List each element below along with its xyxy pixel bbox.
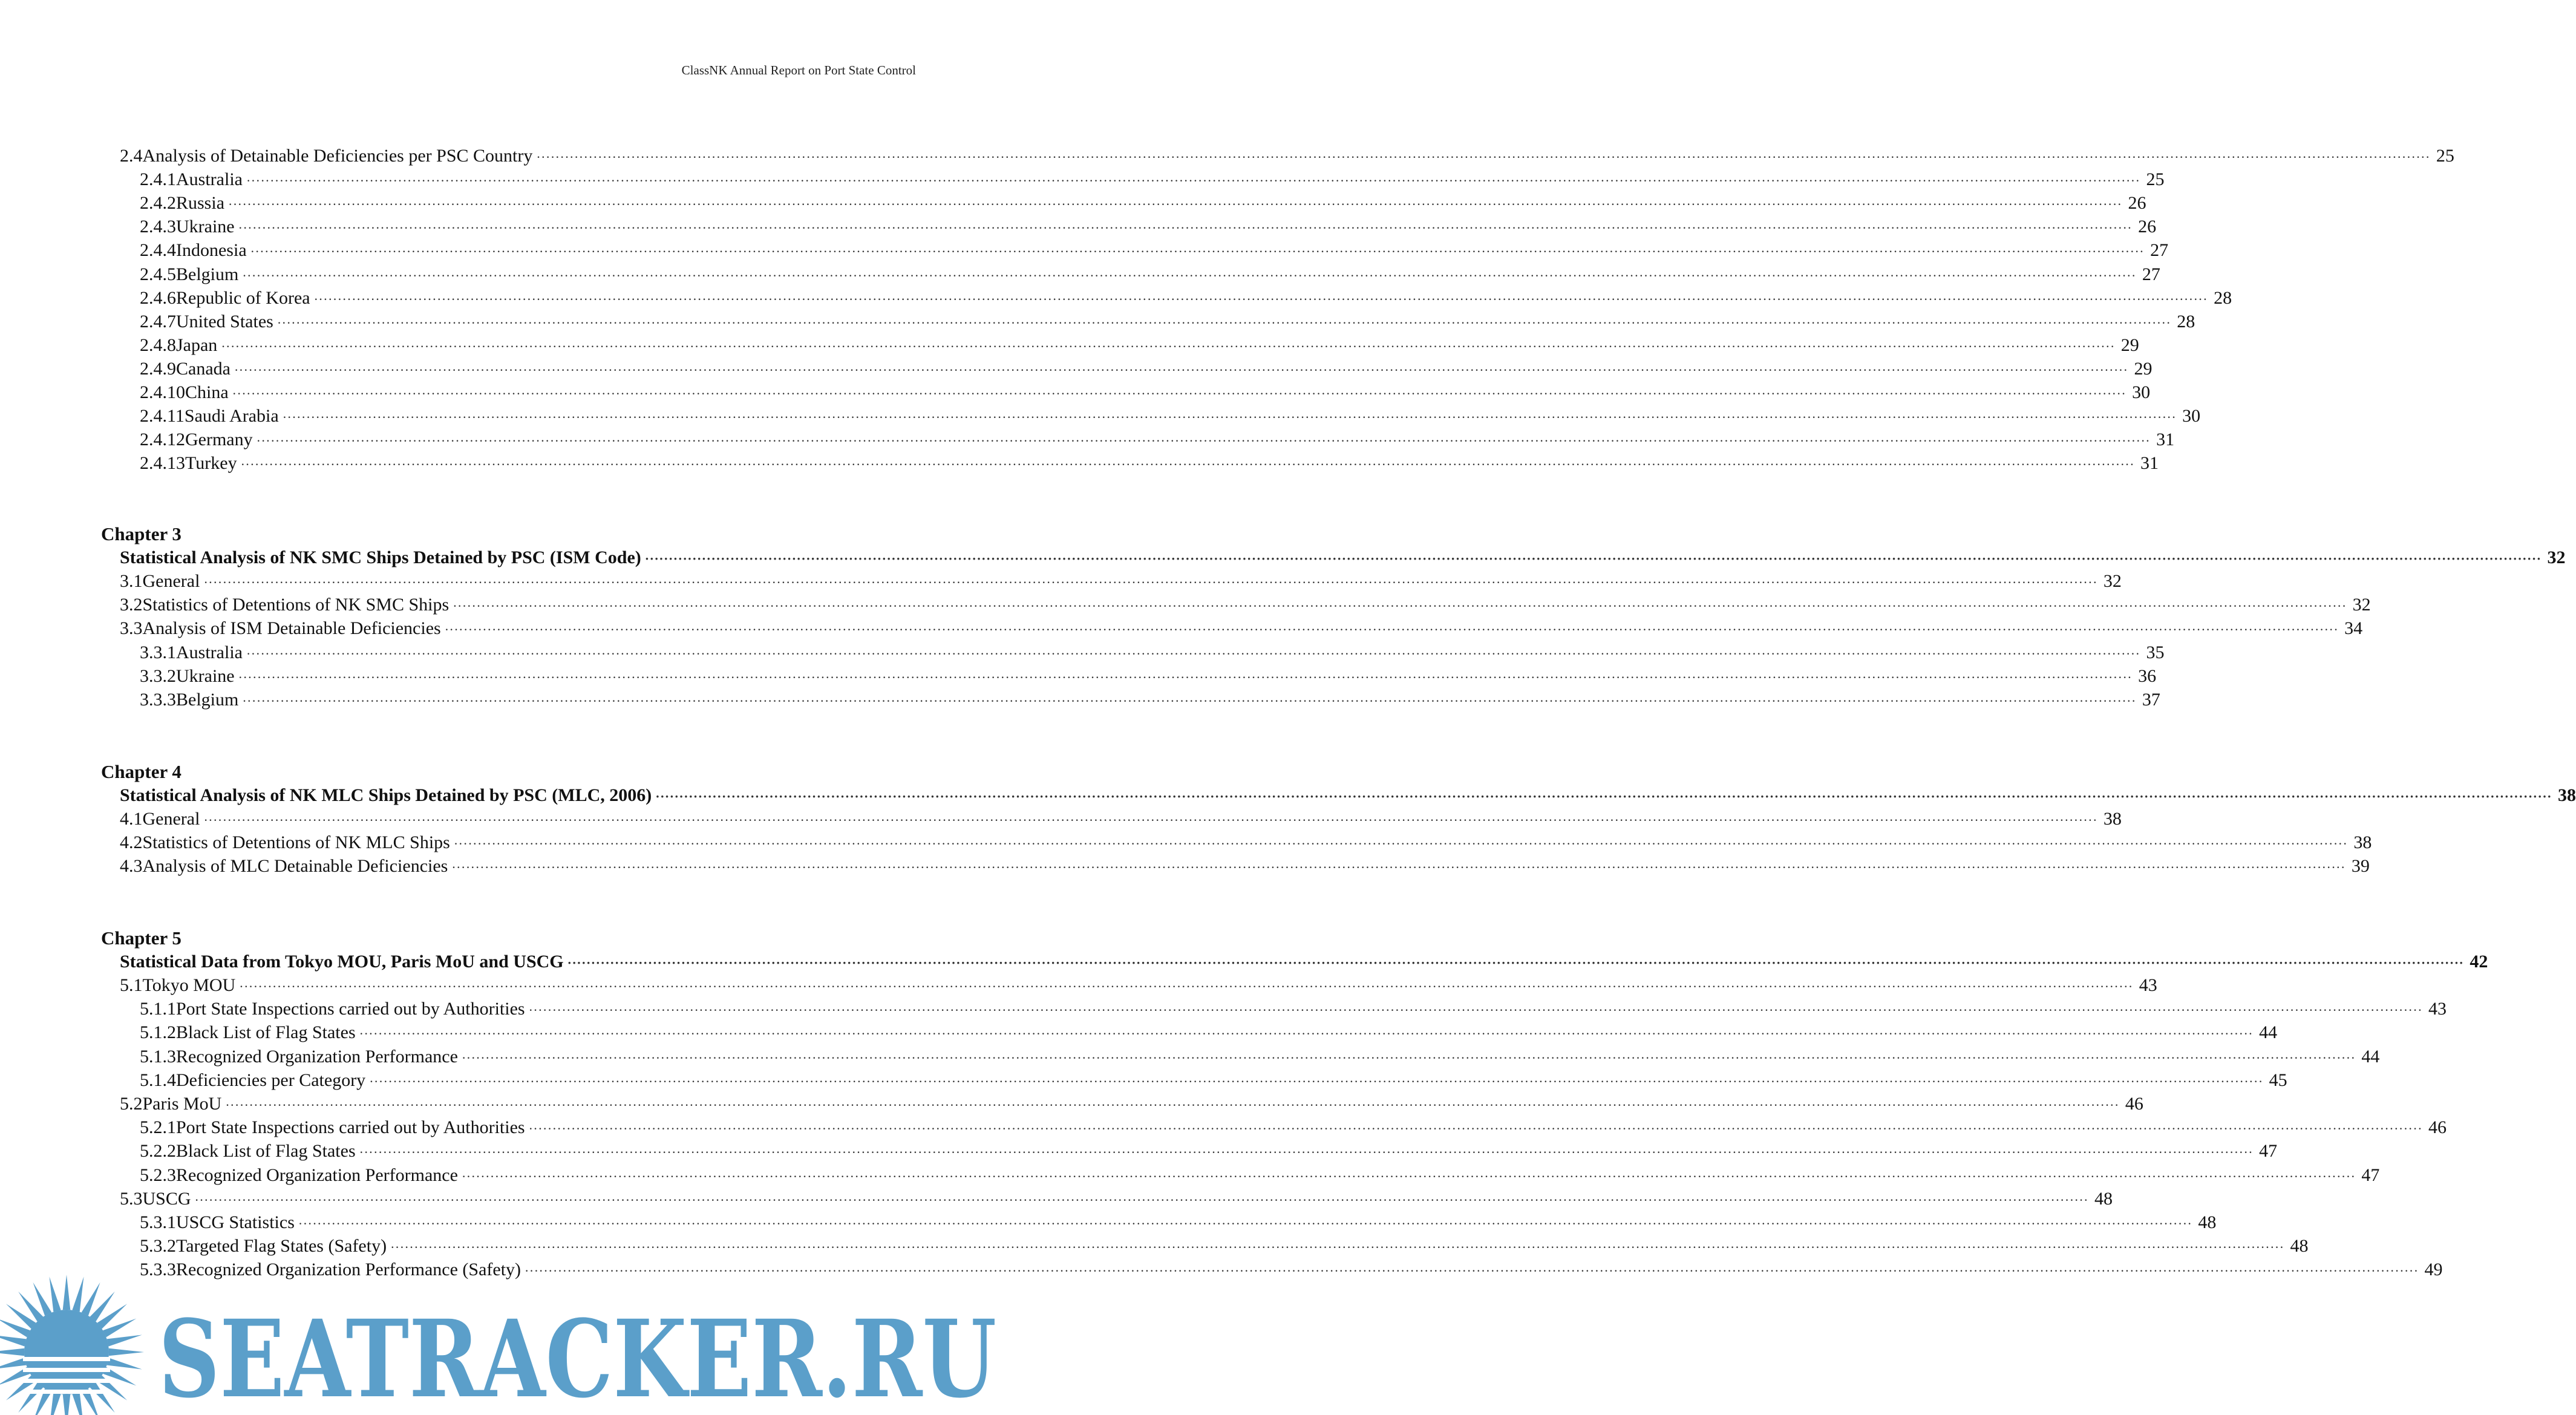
leader-dots: ················································································································································································································································································································································································································	[655, 789, 2552, 804]
toc-entry-title: USCG Statistics	[176, 1212, 295, 1232]
toc-entry-page: 26	[2138, 217, 2157, 237]
chapter-label: Chapter 4	[101, 761, 181, 782]
toc-entry-page: 39	[2351, 856, 2370, 877]
toc-entry[interactable]	[0, 169, 2165, 191]
sun-ray	[72, 1276, 83, 1312]
toc-entry-number: 3.3	[120, 618, 143, 639]
toc-entry-page: 45	[2269, 1070, 2287, 1090]
chapter-title-row[interactable]	[0, 547, 2566, 569]
toc-entry-page: 31	[2156, 430, 2175, 450]
toc-entry[interactable]	[0, 998, 2447, 1020]
toc-entry-number: 2.4.7	[140, 311, 176, 332]
toc-entry-page: 38	[2103, 809, 2122, 829]
toc-entry-page: 28	[2177, 311, 2195, 332]
toc-entry-number: 5.2.3	[140, 1165, 176, 1185]
leader-dots: ················································································································································································································································································································································································································	[234, 362, 2128, 377]
toc-entry-title: Analysis of MLC Detainable Deficiencies	[142, 856, 448, 877]
leader-dots: ················································································································································································································································································································································································································	[453, 598, 2347, 614]
toc-entry-title: Turkey	[185, 453, 237, 474]
sun-ray	[0, 1335, 26, 1347]
toc-entry[interactable]	[0, 1093, 2143, 1115]
leader-dots: ················································································································································································································································································································································································································	[256, 433, 2151, 449]
leader-dots: ················································································································································································································································································································································································································	[238, 669, 2133, 685]
toc-entry[interactable]	[0, 453, 2159, 474]
toc-entry[interactable]	[0, 145, 2454, 167]
toc-entry[interactable]	[0, 1212, 2217, 1234]
toc-entry-title: Statistical Analysis of NK MLC Ships Detained by PSC (MLC, 2006)	[120, 785, 652, 805]
toc-entry-page: 47	[2259, 1141, 2278, 1162]
toc-entry-title: Ukraine	[176, 217, 235, 237]
leader-dots: ················································································································································································································································································································································································································	[567, 955, 2464, 970]
toc-entry[interactable]	[0, 594, 2371, 616]
toc-entry-title: Statistics of Detentions of NK SMC Ships	[142, 595, 449, 615]
toc-entry-title: Russia	[176, 193, 225, 214]
toc-entry-title: Recognized Organization Performance	[176, 1046, 458, 1067]
toc-entry[interactable]	[0, 382, 2151, 404]
toc-entry-number: 2.4.5	[140, 264, 176, 284]
leader-dots: ················································································································································································································································································································································································································	[369, 1073, 2263, 1089]
toc-entry[interactable]	[0, 429, 2175, 451]
toc-entry-title: Port State Inspections carried out by Authorities	[176, 1117, 525, 1138]
toc-entry-number: 5.3.1	[140, 1212, 176, 1232]
toc-entry-page: 32	[2547, 547, 2566, 567]
toc-entry-title: United States	[176, 311, 273, 332]
sun-ray	[63, 1275, 71, 1310]
sun-stripe	[23, 1379, 110, 1383]
toc-entry-title: Japan	[176, 335, 218, 355]
toc-entry-number: 2.4	[120, 146, 143, 166]
toc-entry-title: Germany	[185, 430, 253, 450]
toc-entry-page: 38	[2353, 832, 2372, 853]
toc-entry-title: Belgium	[176, 264, 239, 284]
leader-dots: ················································································································································································································································································································································································································	[228, 197, 2122, 212]
chapter-title-row[interactable]	[0, 785, 2576, 806]
toc-entry-page: 46	[2125, 1094, 2143, 1114]
leader-dots: ················································································································································································································································································································································································································	[246, 173, 2140, 189]
leader-dots: ················································································································································································································································································································································································································	[359, 1145, 2254, 1160]
sun-stripe	[23, 1368, 110, 1372]
toc-entry-number: 3.3.3	[140, 690, 176, 710]
leader-dots: ················································································································································································································································································································································································································	[313, 291, 2208, 307]
toc-entry-number: 5.2.2	[140, 1141, 176, 1162]
toc-entry[interactable]	[0, 358, 2153, 380]
toc-entry-page: 46	[2428, 1117, 2447, 1138]
toc-entry-number: 4.1	[120, 809, 143, 829]
toc-entry[interactable]	[0, 240, 2169, 261]
leader-dots: ················································································································································································································································································································································································································	[525, 1263, 2419, 1279]
toc-entry[interactable]	[0, 1140, 2278, 1162]
toc-entry[interactable]	[0, 975, 2157, 996]
toc-entry-title: Canada	[176, 358, 230, 379]
toc-entry-page: 47	[2361, 1165, 2380, 1185]
toc-entry-page: 25	[2146, 169, 2165, 190]
toc-entry-page: 48	[2198, 1212, 2217, 1232]
toc-entry-title: General	[142, 809, 200, 829]
toc-entry-title: Australia	[176, 642, 243, 662]
toc-entry[interactable]	[0, 832, 2372, 854]
leader-dots: ················································································································································································································································································································································································································	[221, 338, 2115, 354]
toc-entry[interactable]	[0, 405, 2201, 427]
toc-entry-page: 48	[2290, 1236, 2309, 1257]
leader-dots: ················································································································································································································································································································································································································	[536, 149, 2430, 165]
toc-entry-page: 37	[2142, 690, 2160, 710]
toc-entry-number: 5.1.2	[140, 1022, 176, 1043]
toc-entry-page: 44	[2361, 1046, 2380, 1067]
toc-entry-number: 5.3.3	[140, 1260, 176, 1280]
sun-stripe	[23, 1357, 110, 1361]
leader-dots: ················································································································································································································································································································································································································	[451, 860, 2346, 875]
toc-entry-title: Statistical Data from Tokyo MOU, Paris MoU and USCG	[120, 952, 564, 972]
leader-dots: ················································································································································································································································································································································································································	[298, 1216, 2192, 1231]
toc-entry-number: 2.4.8	[140, 335, 176, 355]
toc-entry-title: Black List of Flag States	[176, 1022, 356, 1043]
leader-dots: ················································································································································································································································································································································································································	[225, 1097, 2119, 1113]
toc-entry-number: 4.3	[120, 856, 143, 877]
toc-entry-title: USCG	[142, 1188, 191, 1209]
toc-entry-title: Saudi Arabia	[184, 406, 279, 426]
toc-entry-title: Deficiencies per Category	[176, 1070, 366, 1090]
toc-entry-page: 27	[2150, 240, 2169, 261]
sun-ray	[107, 1335, 142, 1347]
sun-logo-icon	[0, 1275, 144, 1415]
sun-ray	[72, 1393, 83, 1415]
chapter-label: Chapter 5	[101, 927, 181, 949]
toc-entry-number: 2.4.4	[140, 240, 176, 261]
toc-entry-page: 30	[2132, 382, 2151, 402]
toc-entry-number: 2.4.3	[140, 217, 176, 237]
toc-entry-page: 35	[2146, 642, 2165, 662]
leader-dots: ················································································································································································································································································································································································································	[461, 1168, 2356, 1184]
toc-entry[interactable]	[0, 264, 2160, 286]
toc-entry-number: 5.1	[120, 975, 143, 995]
watermark-text: SEATRACKER.RU	[159, 1296, 996, 1415]
toc-entry-number: 5.1.1	[140, 999, 176, 1019]
leader-dots: ················································································································································································································································································································································································································	[359, 1026, 2254, 1042]
leader-dots: ················································································································································································································································································································································································································	[238, 220, 2133, 236]
sun-ray	[50, 1393, 61, 1415]
toc-entry[interactable]	[0, 1070, 2287, 1091]
toc-entry[interactable]	[0, 1188, 2113, 1210]
leader-dots: ················································································································································································································································································································································································································	[453, 836, 2348, 852]
toc-entry-page: 48	[2094, 1188, 2113, 1209]
toc-entry-title: Tokyo MOU	[142, 975, 236, 995]
toc-entry-page: 42	[2470, 952, 2488, 972]
toc-entry-page: 43	[2428, 999, 2447, 1019]
toc-entry[interactable]	[0, 689, 2160, 711]
leader-dots: ················································································································································································································································································································································································································	[528, 1002, 2423, 1018]
toc-entry-title: China	[185, 382, 229, 402]
sun-ray	[50, 1276, 61, 1312]
toc-entry-number: 5.3.2	[140, 1236, 176, 1257]
leader-dots: ················································································································································································································································································································································································································	[246, 645, 2140, 661]
leader-dots: ················································································································································································································································································································································································································	[203, 575, 2097, 590]
toc-entry[interactable]	[0, 618, 2363, 639]
leader-dots: ················································································································································································································································································································································································································	[461, 1050, 2356, 1065]
toc-entry-number: 5.1.3	[140, 1046, 176, 1067]
toc-entry-title: Black List of Flag States	[176, 1141, 356, 1162]
toc-entry[interactable]	[0, 1235, 2309, 1257]
leader-dots: ················································································································································································································································································································································································································	[242, 267, 2136, 283]
toc-entry-title: Analysis of Detainable Deficiencies per PSC Country	[142, 146, 533, 166]
toc-entry-page: 36	[2138, 665, 2157, 686]
leader-dots: ················································································································································································································································································································································································································	[250, 244, 2145, 260]
toc-entry[interactable]	[0, 216, 2157, 238]
toc-entry-page: 25	[2436, 146, 2454, 166]
toc-entry-page: 38	[2558, 785, 2576, 805]
toc-entry-title: Recognized Organization Performance (Safety)	[176, 1260, 521, 1280]
leader-dots: ················································································································································································································································································································································································································	[276, 315, 2171, 330]
toc-entry[interactable]	[0, 287, 2232, 309]
toc-entry-title: Indonesia	[176, 240, 247, 261]
toc-entry-page: 49	[2424, 1260, 2443, 1280]
toc-entry-page: 30	[2182, 406, 2201, 426]
chapter-label: Chapter 3	[101, 523, 181, 544]
sun-ray	[63, 1394, 71, 1415]
leader-dots: ················································································································································································································································································································································································································	[194, 1192, 2088, 1207]
leader-dots: ················································································································································································································································································································································································································	[239, 979, 2133, 994]
leader-dots: ················································································································································································································································································································································································································	[282, 410, 2177, 425]
toc-entry-title: Belgium	[176, 690, 239, 710]
toc-entry-number: 5.1.4	[140, 1070, 176, 1090]
toc-entry-title: Statistical Analysis of NK SMC Ships Detained by PSC (ISM Code)	[120, 547, 641, 567]
toc-entry[interactable]	[0, 665, 2157, 687]
toc-entry[interactable]	[0, 1046, 2380, 1068]
toc-entry-number: 2.4.12	[140, 430, 185, 450]
toc-entry-number: 2.4.9	[140, 358, 176, 379]
leader-dots: ················································································································································································································································································································································································································	[390, 1240, 2284, 1255]
toc-entry-page: 26	[2128, 193, 2146, 214]
toc-entry-number: 3.3.1	[140, 642, 176, 662]
toc-entry-page: 43	[2139, 975, 2157, 995]
toc-entry-page: 29	[2120, 335, 2139, 355]
toc-entry-page: 44	[2259, 1022, 2278, 1043]
toc-entry-number: 3.3.2	[140, 665, 176, 686]
toc-entry-number: 2.4.1	[140, 169, 176, 190]
toc-entry-page: 27	[2142, 264, 2160, 284]
toc-entry-title: Targeted Flag States (Safety)	[176, 1236, 387, 1257]
running-header: ClassNK Annual Report on Port State Control	[681, 63, 916, 77]
toc-entry-title: Ukraine	[176, 665, 235, 686]
sun-stripe	[23, 1390, 110, 1394]
sun-ray	[0, 1348, 24, 1356]
leader-dots: ················································································································································································································································································································································································································	[232, 386, 2127, 401]
toc-entry-page: 29	[2134, 358, 2153, 379]
chapter-title-row[interactable]	[0, 951, 2488, 973]
toc-entry[interactable]	[0, 1117, 2447, 1139]
toc-entry[interactable]	[0, 1022, 2278, 1044]
toc-entry-page: 34	[2344, 618, 2363, 639]
toc-entry-page: 31	[2140, 453, 2159, 474]
toc-entry-page: 28	[2214, 287, 2232, 308]
toc-entry-title: General	[142, 571, 200, 591]
toc-entry-number: 2.4.13	[140, 453, 185, 474]
leader-dots: ················································································································································································································································································································································································································	[644, 551, 2542, 566]
toc-entry-number: 2.4.10	[140, 382, 185, 402]
leader-dots: ················································································································································································································································································································································································································	[444, 622, 2339, 638]
toc-entry[interactable]	[0, 570, 2122, 592]
toc-entry-page: 32	[2352, 595, 2371, 615]
toc-entry-number: 3.1	[120, 571, 143, 591]
seatracker-watermark	[0, 1270, 1001, 1415]
sun-ray	[109, 1348, 144, 1356]
sun-ray	[0, 1358, 26, 1369]
toc-entry-number: 4.2	[120, 832, 143, 853]
toc-entry-title: Recognized Organization Performance	[176, 1165, 458, 1185]
toc-entry[interactable]	[0, 192, 2146, 214]
toc-entry-title: Port State Inspections carried out by Authorities	[176, 999, 525, 1019]
toc-entry-title: Republic of Korea	[176, 287, 310, 308]
toc-entry-number: 5.3	[120, 1188, 143, 1209]
toc-entry-number: 5.2.1	[140, 1117, 176, 1138]
toc-entry-number: 5.2	[120, 1094, 143, 1114]
leader-dots: ················································································································································································································································································································································································································	[240, 457, 2135, 472]
leader-dots: ················································································································································································································································································································································································································	[242, 693, 2136, 708]
toc-entry-number: 2.4.11	[140, 406, 185, 426]
sun-ray	[107, 1358, 142, 1369]
toc-entry-number: 2.4.6	[140, 287, 176, 308]
toc-entry[interactable]	[0, 642, 2165, 664]
toc-entry[interactable]	[0, 311, 2195, 333]
leader-dots: ················································································································································································································································································································································································································	[203, 812, 2097, 828]
toc-entry-title: Australia	[176, 169, 243, 190]
toc-entry[interactable]	[0, 1165, 2380, 1186]
toc-entry-page: 32	[2103, 571, 2122, 591]
toc-entry[interactable]	[0, 808, 2122, 830]
toc-entry-title: Statistics of Detentions of NK MLC Ships	[142, 832, 450, 853]
toc-entry[interactable]	[0, 855, 2370, 877]
toc-entry-title: Analysis of ISM Detainable Deficiencies	[142, 618, 441, 639]
toc-entry-title: Paris MoU	[142, 1094, 222, 1114]
toc-entry-number: 3.2	[120, 595, 143, 615]
leader-dots: ················································································································································································································································································································································································································	[528, 1121, 2423, 1137]
toc-entry[interactable]	[0, 335, 2139, 356]
toc-entry-number: 2.4.2	[140, 193, 176, 214]
